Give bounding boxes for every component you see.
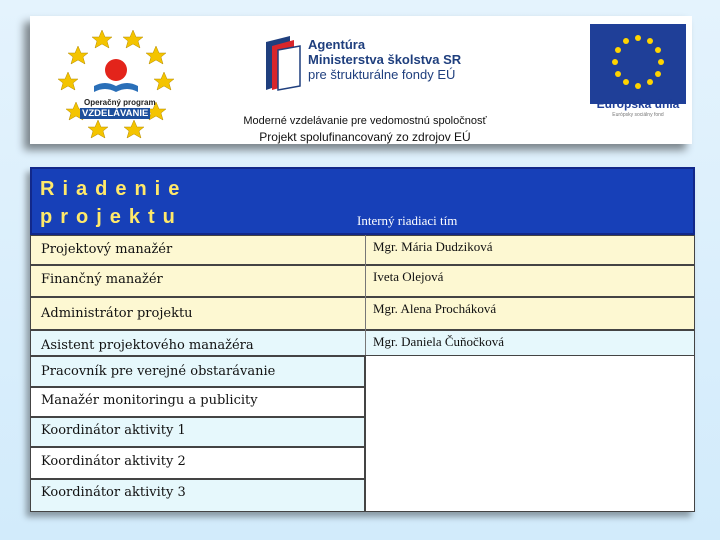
role-cell: Manažér monitoringu a publicity (41, 393, 258, 408)
op-vzdelavanie-logo (50, 24, 180, 144)
role-cell: Finančný manažér (41, 272, 163, 287)
role-cell: Asistent projektového manažéra (41, 338, 254, 353)
eu-label: Európska únia (596, 97, 680, 111)
agency-logo (260, 34, 490, 98)
column-divider (365, 235, 366, 355)
table-title-line1: Riadenie (40, 178, 188, 200)
table-header (30, 167, 695, 235)
table-row (30, 265, 695, 297)
role-cell: Koordinátor aktivity 2 (41, 454, 186, 469)
name-cell: Mgr. Alena Procháková (373, 301, 497, 316)
table-title-line2: projektu (40, 206, 183, 228)
name-cell: Iveta Olejová (373, 269, 444, 284)
op-logo-line1: Operačný program (84, 98, 156, 107)
name-cell: Mgr. Daniela Čuňočková (373, 334, 505, 349)
table-title (40, 175, 187, 231)
agency-line3: pre štrukturálne fondy EÚ (308, 67, 456, 82)
table-row (30, 235, 695, 265)
role-cell: Koordinátor aktivity 1 (41, 423, 186, 438)
empty-name-cell (365, 355, 695, 512)
agency-line2: Ministerstva školstva SR (308, 52, 462, 67)
tagline (220, 113, 510, 145)
role-cell: Koordinátor aktivity 3 (41, 485, 186, 500)
tagline-line2: Projekt spolufinancovaný zo zdrojov EÚ (259, 130, 471, 144)
eu-flag (590, 24, 686, 104)
project-management-table (30, 167, 695, 512)
table-row (30, 417, 365, 447)
tagline-line1: Moderné vzdelávanie pre vedomostnú spoločnosť (243, 115, 487, 127)
role-cell: Projektový manažér (41, 242, 173, 257)
agency-name (308, 37, 461, 82)
table-row (30, 330, 695, 356)
table-row (30, 356, 365, 387)
op-logo-graphic (50, 24, 180, 144)
role-cell: Pracovník pre verejné obstarávanie (41, 364, 276, 379)
column-header: Interný riadiaci tím (357, 213, 458, 228)
role-cell: Administrátor projektu (41, 306, 193, 321)
table-row (30, 479, 365, 512)
banner-center (220, 34, 510, 144)
name-cell: Mgr. Mária Dudziková (373, 239, 493, 254)
agency-book-icon (260, 34, 306, 94)
header-banner (30, 16, 692, 144)
table-row (30, 387, 365, 417)
table-row (30, 297, 695, 330)
table-row (30, 447, 365, 479)
agency-line1: Agentúra (308, 37, 366, 52)
op-logo-line2: VZDELÁVANIE (82, 108, 149, 119)
eu-stars-icon (590, 24, 686, 96)
eu-sub: Európsky sociálny fond (612, 112, 664, 118)
